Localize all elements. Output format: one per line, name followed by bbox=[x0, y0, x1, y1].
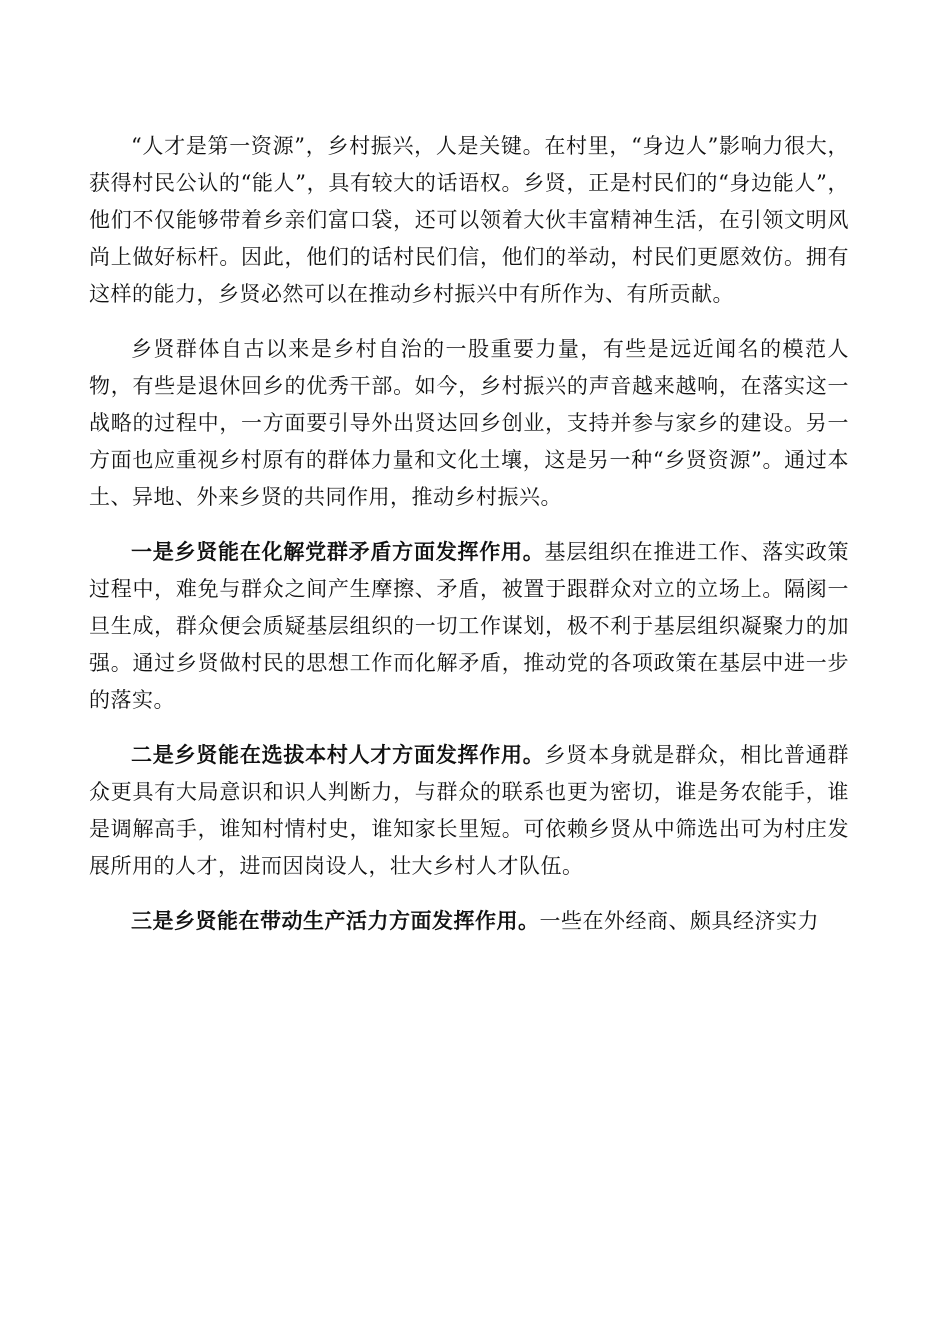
paragraph-lead-heading: 三是乡贤能在带动生产活力方面发挥作用。 bbox=[131, 909, 540, 933]
paragraph-text: 乡贤群体自古以来是乡村自治的一股重要力量，有些是远近闻名的模范人物，有些是退休回乡的优秀干部。如今，乡村振兴的声音越来越响，在落实这一战略的过程中，一方面要引导外出贤达回乡创业，支持并参与家乡的建设。另一方面也应重视乡村原有的群体力量和文化土壤，这是另一种“乡贤资源”。通过本土、异地、外来乡贤的共同作用，推动乡村振兴。 bbox=[89, 337, 849, 509]
paragraph-select-talent bbox=[89, 737, 849, 885]
paragraph-talent-first-resource bbox=[89, 128, 849, 313]
paragraph-resolve-conflicts bbox=[89, 534, 849, 719]
paragraph-lead-heading: 一是乡贤能在化解党群矛盾方面发挥作用。 bbox=[131, 540, 545, 564]
paragraph-rural-elite-group bbox=[89, 331, 849, 516]
paragraph-drive-production bbox=[89, 903, 849, 940]
paragraph-text: “人才是第一资源”，乡村振兴，人是关键。在村里，“身边人”影响力很大，获得村民公认的“能人”，具有较大的话语权。乡贤，正是村民们的“身边能人”，他们不仅能够带着乡亲们富口袋，还可以领着大伙丰富精神生活，在引领文明风尚上做好标杆。因此，他们的话村民们信，他们的举动，村民们更愿效仿。拥有这样的能力，乡贤必然可以在推动乡村振兴中有所作为、有所贡献。 bbox=[89, 134, 849, 306]
document-body bbox=[89, 128, 849, 958]
paragraph-text: 基层组织在推进工作、落实政策过程中，难免与群众之间产生摩擦、矛盾，被置于跟群众对立的立场上。隔阂一旦生成，群众便会质疑基层组织的一切工作谋划，极不利于基层组织凝聚力的加强。通过乡贤做村民的思想工作而化解矛盾，推动党的各项政策在基层中进一步的落实。 bbox=[89, 540, 849, 712]
paragraph-text: 一些在外经商、颇具经济实力 bbox=[539, 909, 819, 933]
paragraph-text: 乡贤本身就是群众，相比普通群众更具有大局意识和识人判断力，与群众的联系也更为密切，谁是务农能手，谁是调解高手，谁知村情村史，谁知家长里短。可依赖乡贤从中筛选出可为村庄发展所用的人才，进而因岗设人，壮大乡村人才队伍。 bbox=[89, 743, 849, 878]
paragraph-lead-heading: 二是乡贤能在选拔本村人才方面发挥作用。 bbox=[131, 743, 545, 767]
